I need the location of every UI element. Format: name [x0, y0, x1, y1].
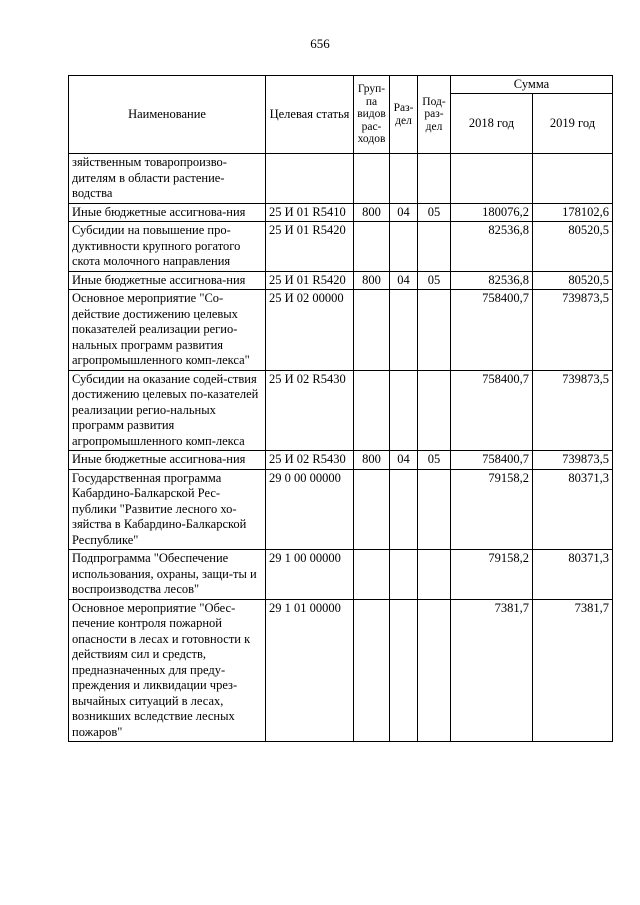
cell-target-article: 25 И 01 R5420 — [266, 271, 354, 290]
cell-2018 — [451, 154, 533, 204]
cell-name: Иные бюджетные ассигнова-ния — [69, 451, 266, 470]
cell-expense-group: 800 — [354, 203, 390, 222]
cell-section — [390, 222, 418, 272]
cell-section — [390, 370, 418, 451]
table-row — [69, 290, 613, 371]
cell-2018: 180076,2 — [451, 203, 533, 222]
cell-section: 04 — [390, 203, 418, 222]
table-row — [69, 271, 613, 290]
budget-table — [68, 75, 613, 742]
cell-2018: 79158,2 — [451, 550, 533, 600]
cell-section — [390, 599, 418, 742]
table-row — [69, 469, 613, 550]
cell-2019: 80520,5 — [533, 271, 613, 290]
cell-name: зяйственным товаропроизво-дителям в области растение-водства — [69, 154, 266, 204]
cell-2018: 79158,2 — [451, 469, 533, 550]
cell-name: Основное мероприятие "Со-действие достижению целевых показателей реализации регио-нальных программ развития агропромышленного комп-лекса" — [69, 290, 266, 371]
cell-section — [390, 154, 418, 204]
cell-name: Субсидии на оказание содей-ствия достижению целевых по-казателей реализации регио-нальных программ развития агропромышленного комп-лекса — [69, 370, 266, 451]
cell-expense-group — [354, 550, 390, 600]
cell-2019: 178102,6 — [533, 203, 613, 222]
cell-subsection — [418, 222, 451, 272]
cell-subsection — [418, 370, 451, 451]
cell-subsection: 05 — [418, 451, 451, 470]
cell-2018: 758400,7 — [451, 451, 533, 470]
cell-name: Государственная программа Кабардино-Балкарской Рес-публики "Развитие лесного хо-зяйства в Кабардино-Балкарской Республике" — [69, 469, 266, 550]
cell-expense-group: 800 — [354, 451, 390, 470]
cell-expense-group — [354, 154, 390, 204]
header-target-article: Целевая статья — [266, 76, 354, 154]
cell-name: Иные бюджетные ассигнова-ния — [69, 203, 266, 222]
cell-subsection — [418, 599, 451, 742]
cell-target-article: 25 И 02 00000 — [266, 290, 354, 371]
cell-2019: 739873,5 — [533, 290, 613, 371]
cell-section: 04 — [390, 271, 418, 290]
cell-expense-group — [354, 222, 390, 272]
cell-expense-group — [354, 370, 390, 451]
cell-2019: 80371,3 — [533, 550, 613, 600]
cell-subsection — [418, 290, 451, 371]
header-section: Раз-дел — [390, 76, 418, 154]
cell-2019: 80371,3 — [533, 469, 613, 550]
header-name: Наименование — [69, 76, 266, 154]
cell-section — [390, 550, 418, 600]
cell-target-article — [266, 154, 354, 204]
cell-2019: 739873,5 — [533, 451, 613, 470]
cell-2019: 80520,5 — [533, 222, 613, 272]
header-2019: 2019 год — [533, 94, 613, 154]
table-row — [69, 203, 613, 222]
cell-name: Подпрограмма "Обеспечение использования, охраны, защи-ты и воспроизводства лесов" — [69, 550, 266, 600]
cell-subsection — [418, 154, 451, 204]
table-row — [69, 154, 613, 204]
header-expense-group: Груп-па видов рас-ходов — [354, 76, 390, 154]
cell-2019 — [533, 154, 613, 204]
cell-section — [390, 469, 418, 550]
cell-subsection: 05 — [418, 271, 451, 290]
cell-2018: 7381,7 — [451, 599, 533, 742]
cell-2018: 82536,8 — [451, 222, 533, 272]
cell-target-article: 25 И 01 R5410 — [266, 203, 354, 222]
cell-expense-group — [354, 290, 390, 371]
cell-subsection — [418, 469, 451, 550]
header-subsection: Под-раз-дел — [418, 76, 451, 154]
cell-name: Субсидии на повышение про-дуктивности крупного рогатого скота молочного направления — [69, 222, 266, 272]
cell-expense-group: 800 — [354, 271, 390, 290]
table-row — [69, 550, 613, 600]
cell-2018: 758400,7 — [451, 370, 533, 451]
cell-target-article: 29 0 00 00000 — [266, 469, 354, 550]
cell-expense-group — [354, 599, 390, 742]
table-row — [69, 451, 613, 470]
cell-target-article: 25 И 01 R5420 — [266, 222, 354, 272]
cell-target-article: 29 1 00 00000 — [266, 550, 354, 600]
header-2018: 2018 год — [451, 94, 533, 154]
cell-2019: 739873,5 — [533, 370, 613, 451]
table-row — [69, 370, 613, 451]
cell-expense-group — [354, 469, 390, 550]
cell-target-article: 29 1 01 00000 — [266, 599, 354, 742]
cell-section: 04 — [390, 451, 418, 470]
cell-target-article: 25 И 02 R5430 — [266, 451, 354, 470]
table-row — [69, 222, 613, 272]
cell-subsection: 05 — [418, 203, 451, 222]
cell-target-article: 25 И 02 R5430 — [266, 370, 354, 451]
cell-name: Иные бюджетные ассигнова-ния — [69, 271, 266, 290]
cell-subsection — [418, 550, 451, 600]
header-sum: Сумма — [451, 76, 613, 94]
page-number: 656 — [310, 36, 330, 51]
table-row — [69, 599, 613, 742]
cell-2018: 758400,7 — [451, 290, 533, 371]
cell-2018: 82536,8 — [451, 271, 533, 290]
cell-name: Основное мероприятие "Обес-печение контроля пожарной опасности в лесах и готовности к действиям сил и средств, предназначенных для преду-преждения и ликвидации чрез-вычайных ситуаций в лесах, возникших вследствие лесных пожаров" — [69, 599, 266, 742]
cell-section — [390, 290, 418, 371]
cell-2019: 7381,7 — [533, 599, 613, 742]
